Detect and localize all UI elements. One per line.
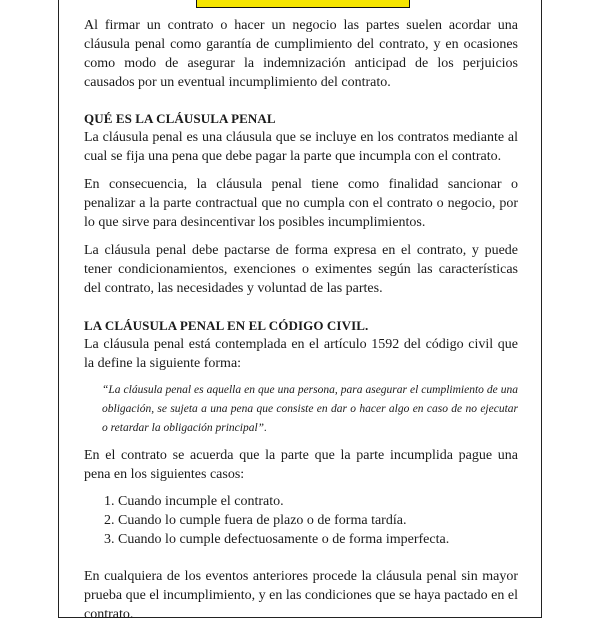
section1-paragraph-1: La cláusula penal es una cláusula que se incluye en los contratos mediante al cual se fija una pena que debe pagar la parte que incumpla con el contrato. (84, 130, 518, 164)
legal-quote: “La cláusula penal es aquella en que una persona, para asegurar el cumplimiento de una obligación, se sujeta a una pena que consiste en dar o hacer algo en caso de no ejecutar o retardar la obligación principal”. (102, 384, 518, 434)
section2-paragraph-2: En el contrato se acuerda que la parte que la parte incumplida pague una pena en los siguientes casos: (84, 448, 518, 482)
section2-paragraph-1: La cláusula penal está contemplada en el artículo 1592 del código civil que la define la siguiente forma: (84, 337, 518, 371)
list-item: 3. Cuando lo cumple defectuosamente o de forma imperfecta. (118, 530, 518, 549)
list-item: 1. Cuando incumple el contrato. (118, 492, 518, 511)
section2-paragraph-3: En cualquiera de los eventos anteriores procede la cláusula penal sin mayor prueba que el incumplimiento, y en las condiciones que se haya pactado en el contrato. (84, 569, 518, 622)
section-heading-codigo-civil: LA CLÁUSULA PENAL EN EL CÓDIGO CIVIL. (84, 318, 369, 333)
section1-paragraph-2: En consecuencia, la cláusula penal tiene como finalidad sancionar o penalizar a la parte contractual que no cumpla con el contrato o negocio, por lo que sirve para desincentivar los posibles incumplimientos. (84, 177, 518, 230)
section1-paragraph-3: La cláusula penal debe pactarse de forma expresa en el contrato, y puede tener condicionamientos, exenciones o eximentes según las características del contrato, las necesidades y voluntad de las partes. (84, 243, 518, 296)
title-highlight-band (196, 0, 410, 8)
cases-list (84, 492, 518, 549)
section-heading-que-es: QUÉ ES LA CLÁUSULA PENAL (84, 111, 276, 126)
list-item: 2. Cuando lo cumple fuera de plazo o de forma tardía. (118, 511, 518, 530)
document-content (84, 16, 518, 624)
intro-paragraph: Al firmar un contrato o hacer un negocio las partes suelen acordar una cláusula penal como garantía de cumplimiento del contrato, y en ocasiones como modo de asegurar la indemnización anticipad de los perjuicios causados por un eventual incumplimiento del contrato. (84, 18, 518, 90)
